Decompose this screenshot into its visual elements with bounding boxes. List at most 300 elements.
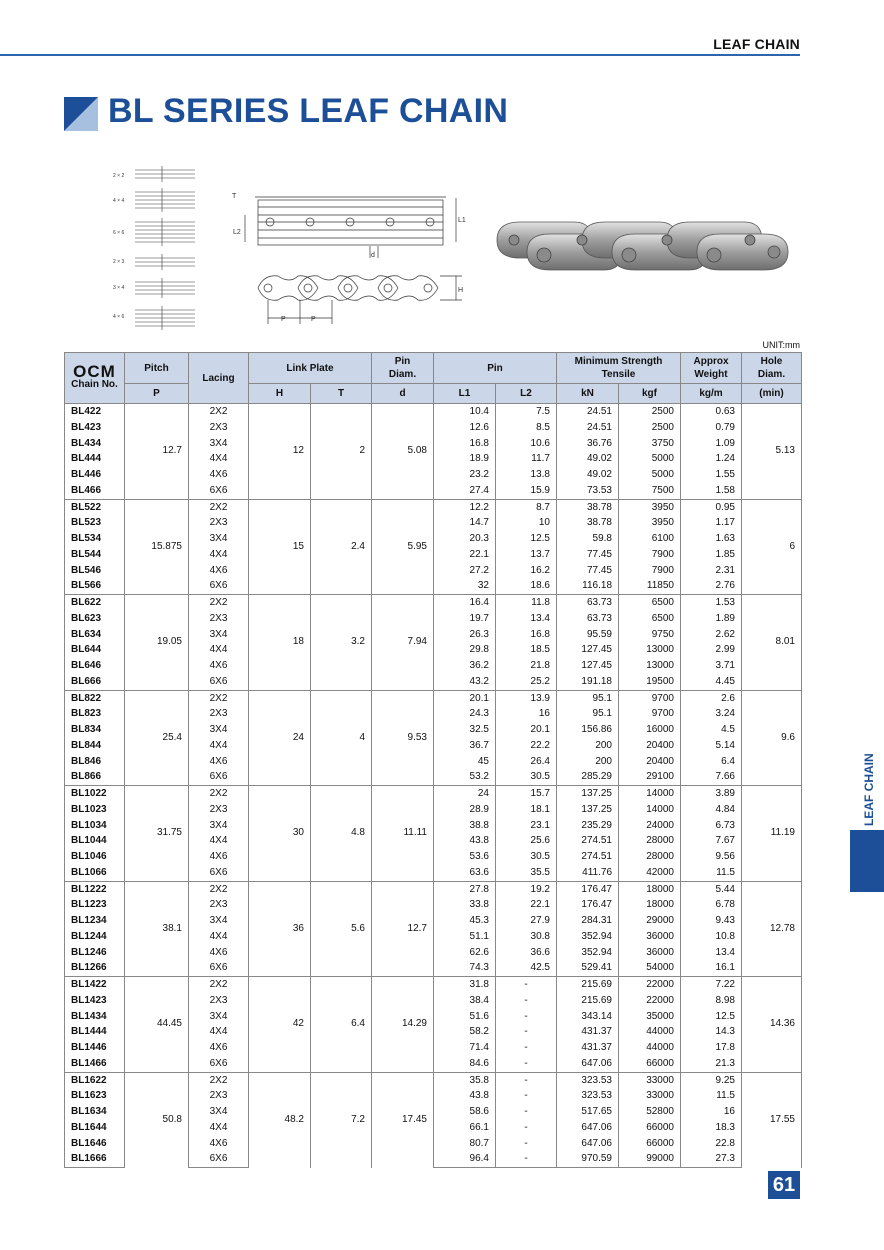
l2-cell: -	[496, 1072, 557, 1088]
kgf-cell: 6500	[619, 611, 681, 627]
table-row	[65, 404, 802, 420]
weight-cell: 11.5	[681, 865, 742, 881]
l1-cell: 43.2	[434, 674, 496, 690]
chain-no-cell: BL1022	[65, 786, 125, 802]
weight-cell: 4.5	[681, 722, 742, 738]
kn-cell: 285.29	[557, 769, 619, 785]
lacing-cell: 4X6	[189, 467, 249, 483]
pin-diam-header	[372, 353, 434, 384]
lacing-diagrams	[113, 173, 124, 320]
weight-cell: 7.22	[681, 977, 742, 993]
dim-label-p: P	[311, 316, 316, 323]
lacing-cell: 2X3	[189, 1088, 249, 1104]
weight-cell: 5.44	[681, 881, 742, 897]
chain-no-cell: BL534	[65, 531, 125, 547]
kgf-cell: 6500	[619, 595, 681, 611]
l2-cell: 30.5	[496, 849, 557, 865]
kn-cell: 59.8	[557, 531, 619, 547]
l1-cell: 29.8	[434, 642, 496, 658]
h-cell: 12	[249, 404, 311, 500]
lacing-cell: 2X2	[189, 690, 249, 706]
l1-cell: 20.1	[434, 690, 496, 706]
lacing-cell: 4X6	[189, 1136, 249, 1152]
l2-cell: -	[496, 993, 557, 1009]
chain-no-cell: BL822	[65, 690, 125, 706]
l1-cell: 96.4	[434, 1151, 496, 1167]
l1-cell: 71.4	[434, 1040, 496, 1056]
side-tab-marker	[850, 830, 884, 892]
weight-cell: 3.71	[681, 658, 742, 674]
l1-cell: 38.8	[434, 818, 496, 834]
t-cell: 5.6	[311, 881, 372, 977]
weight-cell: 1.17	[681, 515, 742, 531]
l2-cell: -	[496, 1040, 557, 1056]
weight-line1: Approx	[693, 356, 729, 367]
table-row	[65, 786, 802, 802]
l2-cell: 22.2	[496, 738, 557, 754]
kgf-cell: 3950	[619, 515, 681, 531]
kgf-cell: 2500	[619, 404, 681, 420]
chain-no-cell: BL1466	[65, 1056, 125, 1072]
lacing-label: 3 × 4	[113, 285, 125, 291]
l1-cell: 84.6	[434, 1056, 496, 1072]
l1-cell: 27.8	[434, 881, 496, 897]
weight-cell: 6.4	[681, 754, 742, 770]
lacing-cell: 2X2	[189, 595, 249, 611]
hole-cell: 6	[742, 499, 802, 595]
chain-no-cell: BL644	[65, 642, 125, 658]
pitch-cell: 12.7	[125, 404, 189, 500]
spec-table	[64, 352, 802, 1168]
l2-cell: -	[496, 1136, 557, 1152]
l2-cell: 30.5	[496, 769, 557, 785]
kn-cell: 137.25	[557, 802, 619, 818]
chain-no-cell: BL634	[65, 627, 125, 643]
l1-cell: 80.7	[434, 1136, 496, 1152]
chain-no-cell: BL1234	[65, 913, 125, 929]
dim-label-h: H	[458, 287, 464, 294]
l2-cell: 10.6	[496, 436, 557, 452]
dim-label-p: P	[281, 316, 286, 323]
chain-no-cell: BL823	[65, 706, 125, 722]
kn-cell: 38.78	[557, 499, 619, 515]
kn-cell: 95.1	[557, 690, 619, 706]
kn-cell: 176.47	[557, 881, 619, 897]
weight-cell: 2.31	[681, 563, 742, 579]
lacing-cell: 4X6	[189, 849, 249, 865]
pitch-cell: 50.8	[125, 1072, 189, 1168]
kn-cell: 36.76	[557, 436, 619, 452]
chain-no-cell: BL1066	[65, 865, 125, 881]
kn-cell: 352.94	[557, 945, 619, 961]
lacing-label: 2 × 3	[113, 259, 125, 265]
kn-cell: 127.45	[557, 658, 619, 674]
dim-label-l2: L2	[233, 229, 241, 236]
kn-cell: 284.31	[557, 913, 619, 929]
hole-header	[742, 353, 802, 384]
table-row	[65, 499, 802, 515]
kn-cell: 323.53	[557, 1088, 619, 1104]
kn-cell: 77.45	[557, 547, 619, 563]
t-cell: 7.2	[311, 1072, 372, 1168]
header-rule	[0, 54, 800, 56]
kn-cell: 116.18	[557, 578, 619, 594]
chain-no-cell: BL1423	[65, 993, 125, 1009]
kgf-cell: 11850	[619, 578, 681, 594]
l2-cell: 20.1	[496, 722, 557, 738]
lacing-cell: 4X6	[189, 1040, 249, 1056]
chain-no-cell: BL423	[65, 420, 125, 436]
kn-cell: 77.45	[557, 563, 619, 579]
lacing-cell: 4X4	[189, 642, 249, 658]
kgf-cell: 3750	[619, 436, 681, 452]
lacing-label: 6 × 6	[113, 230, 125, 236]
l1-cell: 31.8	[434, 977, 496, 993]
kgf-cell: 20400	[619, 754, 681, 770]
l1-cell: 53.6	[434, 849, 496, 865]
weight-cell: 2.6	[681, 690, 742, 706]
kgf-cell: 20400	[619, 738, 681, 754]
l2-cell: 11.7	[496, 451, 557, 467]
l1-cell: 53.2	[434, 769, 496, 785]
weight-cell: 1.89	[681, 611, 742, 627]
weight-cell: 3.24	[681, 706, 742, 722]
side-tab-label-wrap	[862, 753, 876, 826]
chain-no-cell: BL546	[65, 563, 125, 579]
weight-cell: 16.1	[681, 960, 742, 976]
chain-no-cell: BL1666	[65, 1151, 125, 1167]
chain-no-cell: BL422	[65, 404, 125, 420]
chain-no-cell: BL1644	[65, 1120, 125, 1136]
l1-cell: 62.6	[434, 945, 496, 961]
chain-no-cell: BL866	[65, 769, 125, 785]
pin-diam-cell: 7.94	[372, 595, 434, 691]
chain-no-cell: BL844	[65, 738, 125, 754]
chain-no-cell: BL566	[65, 578, 125, 594]
chain-no-cell: BL622	[65, 595, 125, 611]
lacing-cell: 3X4	[189, 722, 249, 738]
hole-subheader: (min)	[742, 384, 802, 404]
kgf-cell: 28000	[619, 833, 681, 849]
kgf-cell: 33000	[619, 1088, 681, 1104]
kn-cell: 200	[557, 738, 619, 754]
table-row	[65, 977, 802, 993]
t-subheader: T	[311, 384, 372, 404]
dim-label-t: T	[232, 193, 237, 200]
kgf-cell: 28000	[619, 849, 681, 865]
lacing-cell: 2X3	[189, 515, 249, 531]
kgf-cell: 9750	[619, 627, 681, 643]
weight-cell: 10.8	[681, 929, 742, 945]
l1-cell: 24.3	[434, 706, 496, 722]
kn-cell: 274.51	[557, 833, 619, 849]
l1-cell: 27.4	[434, 483, 496, 499]
l2-cell: -	[496, 1009, 557, 1025]
chain-no-cell: BL544	[65, 547, 125, 563]
kgf-cell: 36000	[619, 929, 681, 945]
weight-cell: 1.55	[681, 467, 742, 483]
strength-line1: Minimum Strength	[574, 356, 663, 367]
weight-cell: 0.79	[681, 420, 742, 436]
pitch-cell: 19.05	[125, 595, 189, 691]
pin-diam-line2: Diam.	[388, 369, 417, 380]
l1-cell: 12.6	[434, 420, 496, 436]
kn-cell: 95.1	[557, 706, 619, 722]
chain-no-cell: BL444	[65, 451, 125, 467]
l2-cell: 25.2	[496, 674, 557, 690]
kgf-cell: 5000	[619, 467, 681, 483]
pin-diam-cell: 12.7	[372, 881, 434, 977]
l2-cell: 18.6	[496, 578, 557, 594]
t-cell: 4.8	[311, 786, 372, 882]
lacing-cell: 4X6	[189, 563, 249, 579]
l2-cell: 36.6	[496, 945, 557, 961]
l1-cell: 10.4	[434, 404, 496, 420]
l1-cell: 32.5	[434, 722, 496, 738]
l2-cell: 13.8	[496, 467, 557, 483]
chain-no-cell: BL1422	[65, 977, 125, 993]
kgf-cell: 33000	[619, 1072, 681, 1088]
hole-cell: 5.13	[742, 404, 802, 500]
lacing-cell: 2X3	[189, 706, 249, 722]
weight-cell: 8.98	[681, 993, 742, 1009]
pitch-cell: 15.875	[125, 499, 189, 595]
kn-cell: 431.37	[557, 1040, 619, 1056]
kgf-cell: 13000	[619, 642, 681, 658]
link-plate-header: Link Plate	[249, 353, 372, 384]
kn-cell: 38.78	[557, 515, 619, 531]
chain-no-cell: BL1044	[65, 833, 125, 849]
hole-line2: Diam.	[757, 369, 786, 380]
l1-subheader: L1	[434, 384, 496, 404]
chain-no-cell: BL1222	[65, 881, 125, 897]
t-cell: 3.2	[311, 595, 372, 691]
pin-diam-cell: 9.53	[372, 690, 434, 786]
kgf-cell: 44000	[619, 1040, 681, 1056]
l1-cell: 45.3	[434, 913, 496, 929]
d-subheader: d	[372, 384, 434, 404]
weight-cell: 0.63	[681, 404, 742, 420]
l2-cell: 18.1	[496, 802, 557, 818]
kgf-cell: 24000	[619, 818, 681, 834]
l1-cell: 12.2	[434, 499, 496, 515]
l1-cell: 51.6	[434, 1009, 496, 1025]
weight-cell: 6.73	[681, 818, 742, 834]
lacing-cell: 2X2	[189, 881, 249, 897]
chain-no-cell: BL434	[65, 436, 125, 452]
weight-cell: 16	[681, 1104, 742, 1120]
lacing-cell: 3X4	[189, 818, 249, 834]
kgf-cell: 14000	[619, 802, 681, 818]
kgf-cell: 18000	[619, 881, 681, 897]
dim-label-d: d	[371, 252, 375, 259]
l2-cell: 22.1	[496, 897, 557, 913]
l2-cell: 35.5	[496, 865, 557, 881]
lacing-cell: 4X4	[189, 1024, 249, 1040]
kgf-cell: 44000	[619, 1024, 681, 1040]
kgf-cell: 66000	[619, 1120, 681, 1136]
hole-line1: Hole	[760, 356, 783, 367]
table-row	[65, 690, 802, 706]
lacing-cell: 2X2	[189, 1072, 249, 1088]
lacing-cell: 4X4	[189, 833, 249, 849]
chain-no-cell: BL1646	[65, 1136, 125, 1152]
chain-no-cell: BL1023	[65, 802, 125, 818]
chain-no-cell: BL522	[65, 499, 125, 515]
chain-no-cell: BL1634	[65, 1104, 125, 1120]
lacing-cell: 6X6	[189, 960, 249, 976]
l1-cell: 36.2	[434, 658, 496, 674]
lacing-cell: 2X2	[189, 499, 249, 515]
kn-cell: 517.65	[557, 1104, 619, 1120]
kgf-cell: 35000	[619, 1009, 681, 1025]
kn-cell: 970.59	[557, 1151, 619, 1167]
l2-cell: -	[496, 1120, 557, 1136]
lacing-cell: 2X3	[189, 611, 249, 627]
l1-cell: 20.3	[434, 531, 496, 547]
l1-cell: 63.6	[434, 865, 496, 881]
lacing-cell: 4X4	[189, 1120, 249, 1136]
chain-no-cell: BL1046	[65, 849, 125, 865]
kgf-cell: 9700	[619, 706, 681, 722]
table-row	[65, 881, 802, 897]
kn-cell: 176.47	[557, 897, 619, 913]
weight-cell: 3.89	[681, 786, 742, 802]
lacing-cell: 6X6	[189, 1056, 249, 1072]
chain-no-label: Chain No.	[71, 379, 118, 390]
weight-cell: 9.43	[681, 913, 742, 929]
l2-cell: 26.4	[496, 754, 557, 770]
l1-cell: 36.7	[434, 738, 496, 754]
kn-cell: 191.18	[557, 674, 619, 690]
l2-cell: 10	[496, 515, 557, 531]
ocm-logo: OCM	[73, 362, 116, 381]
l1-cell: 23.2	[434, 467, 496, 483]
weight-cell: 18.3	[681, 1120, 742, 1136]
kgf-cell: 22000	[619, 977, 681, 993]
lacing-cell: 6X6	[189, 578, 249, 594]
lacing-cell: 3X4	[189, 436, 249, 452]
chain-no-cell: BL1434	[65, 1009, 125, 1025]
weight-cell: 4.45	[681, 674, 742, 690]
kn-subheader: kN	[557, 384, 619, 404]
kgf-cell: 29100	[619, 769, 681, 785]
t-cell: 6.4	[311, 977, 372, 1073]
weight-cell: 14.3	[681, 1024, 742, 1040]
table-row	[65, 595, 802, 611]
lacing-cell: 2X3	[189, 897, 249, 913]
chain-no-cell: BL1622	[65, 1072, 125, 1088]
weight-cell: 1.53	[681, 595, 742, 611]
l1-cell: 28.9	[434, 802, 496, 818]
l1-cell: 38.4	[434, 993, 496, 1009]
kgf-cell: 42000	[619, 865, 681, 881]
kn-cell: 647.06	[557, 1056, 619, 1072]
weight-cell: 1.63	[681, 531, 742, 547]
l1-cell: 14.7	[434, 515, 496, 531]
l2-cell: -	[496, 1104, 557, 1120]
h-cell: 36	[249, 881, 311, 977]
l2-cell: -	[496, 1024, 557, 1040]
l1-cell: 74.3	[434, 960, 496, 976]
kgf-cell: 18000	[619, 897, 681, 913]
kn-cell: 215.69	[557, 977, 619, 993]
weight-cell: 7.66	[681, 769, 742, 785]
l2-cell: 15.9	[496, 483, 557, 499]
weight-line2: Weight	[694, 369, 728, 380]
top-view-drawing	[245, 197, 456, 258]
lacing-cell: 3X4	[189, 627, 249, 643]
l1-cell: 18.9	[434, 451, 496, 467]
l1-cell: 19.7	[434, 611, 496, 627]
lacing-cell: 3X4	[189, 913, 249, 929]
lacing-cell: 4X4	[189, 929, 249, 945]
pitch-cell: 31.75	[125, 786, 189, 882]
lacing-cell: 3X4	[189, 531, 249, 547]
kgf-cell: 66000	[619, 1056, 681, 1072]
chain-no-cell: BL846	[65, 754, 125, 770]
weight-cell: 6.78	[681, 897, 742, 913]
l2-cell: -	[496, 1088, 557, 1104]
unit-note: UNIT:mm	[762, 340, 800, 350]
h-cell: 42	[249, 977, 311, 1073]
weight-cell: 0.95	[681, 499, 742, 515]
chain-no-header	[65, 353, 125, 404]
l2-subheader: L2	[496, 384, 557, 404]
table-row	[65, 1072, 802, 1088]
pin-diam-cell: 14.29	[372, 977, 434, 1073]
weight-cell: 7.67	[681, 833, 742, 849]
kn-cell: 323.53	[557, 1072, 619, 1088]
kgf-cell: 16000	[619, 722, 681, 738]
lacing-cell: 4X6	[189, 754, 249, 770]
kgf-cell: 52800	[619, 1104, 681, 1120]
kgf-cell: 36000	[619, 945, 681, 961]
weight-cell: 11.5	[681, 1088, 742, 1104]
weight-cell: 1.58	[681, 483, 742, 499]
l2-cell: 27.9	[496, 913, 557, 929]
leaf-chain-photo	[492, 210, 792, 280]
weight-cell: 1.09	[681, 436, 742, 452]
kn-cell: 63.73	[557, 611, 619, 627]
lacing-label: 4 × 6	[113, 314, 125, 320]
chain-no-cell: BL1446	[65, 1040, 125, 1056]
lacing-cell: 2X3	[189, 420, 249, 436]
kn-cell: 200	[557, 754, 619, 770]
side-view-drawing	[258, 276, 462, 324]
pin-diam-cell: 5.08	[372, 404, 434, 500]
kgf-cell: 19500	[619, 674, 681, 690]
lacing-cell: 4X4	[189, 547, 249, 563]
weight-cell: 4.84	[681, 802, 742, 818]
h-cell: 18	[249, 595, 311, 691]
chain-no-cell: BL1444	[65, 1024, 125, 1040]
pitch-cell: 38.1	[125, 881, 189, 977]
weight-cell: 27.3	[681, 1151, 742, 1167]
kn-cell: 352.94	[557, 929, 619, 945]
kn-cell: 49.02	[557, 467, 619, 483]
lacing-cell: 3X4	[189, 1104, 249, 1120]
pitch-header: Pitch	[125, 353, 189, 384]
pitch-cell: 25.4	[125, 690, 189, 786]
title-mark-icon	[64, 97, 98, 131]
weight-cell: 21.3	[681, 1056, 742, 1072]
chain-no-cell: BL1246	[65, 945, 125, 961]
kgf-cell: 22000	[619, 993, 681, 1009]
kn-cell: 73.53	[557, 483, 619, 499]
kn-cell: 235.29	[557, 818, 619, 834]
l2-cell: 8.7	[496, 499, 557, 515]
